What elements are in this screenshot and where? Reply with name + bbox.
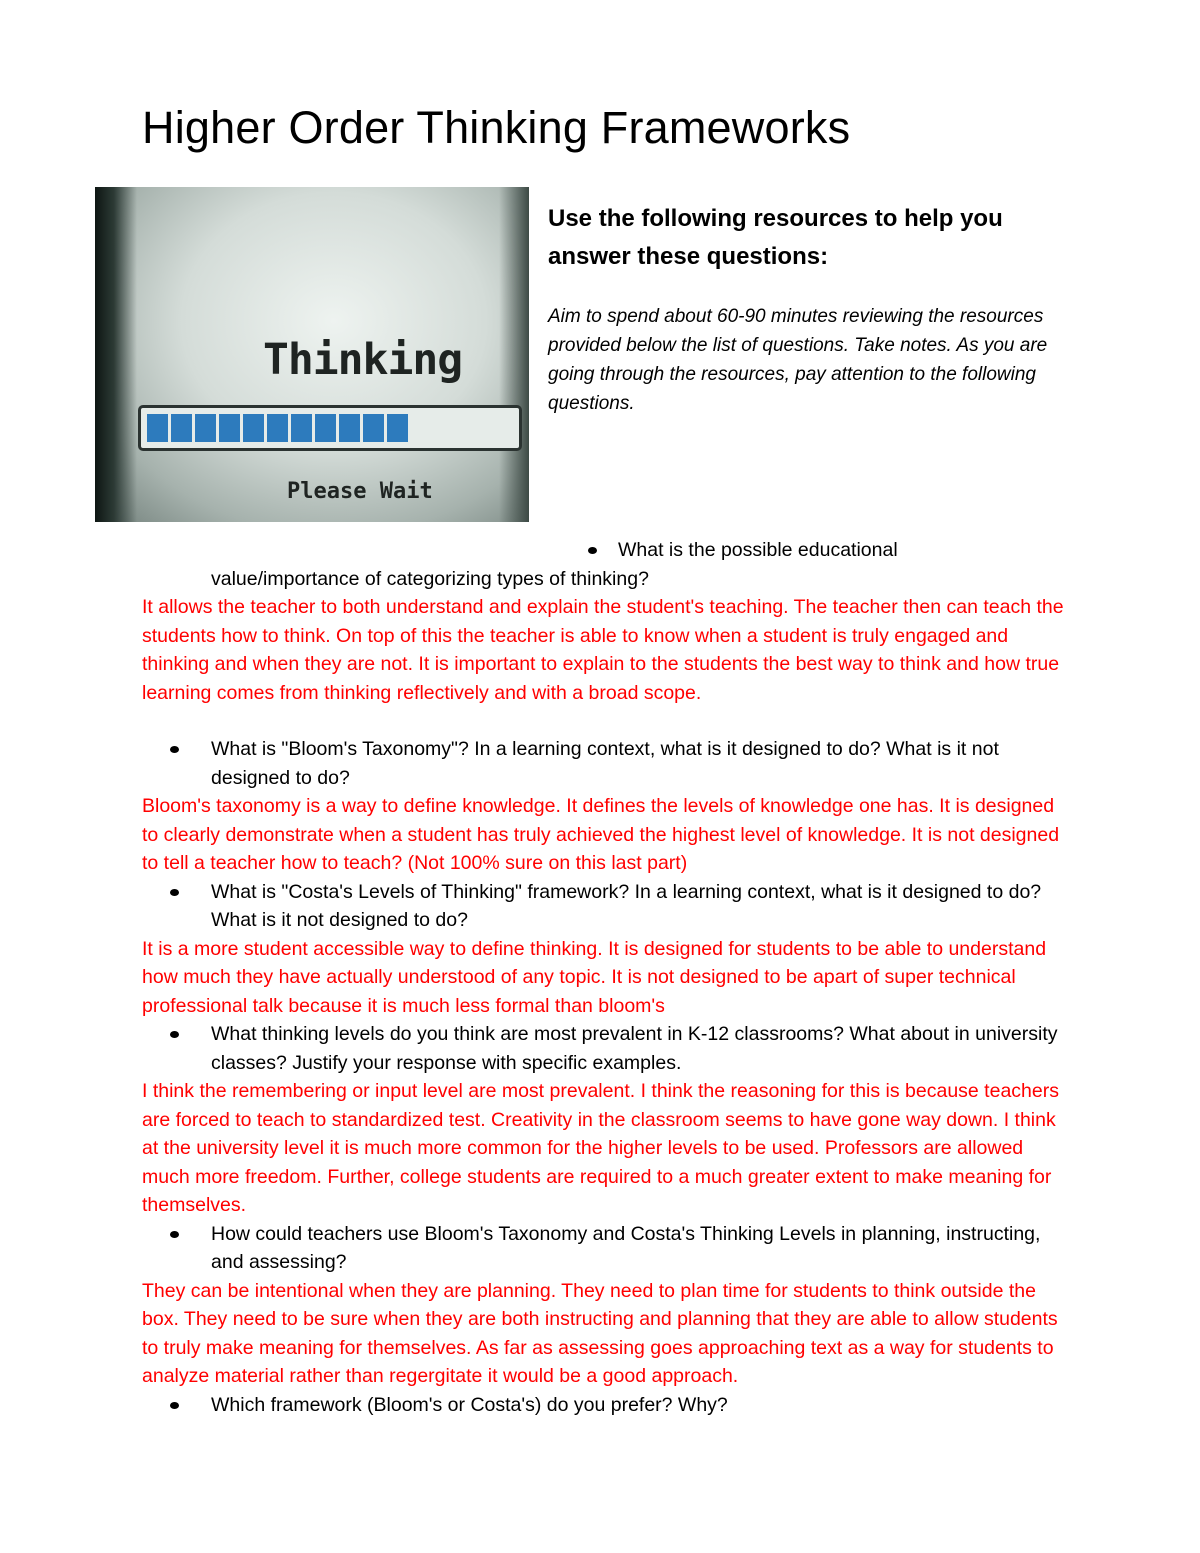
progress-segment	[387, 414, 408, 442]
image-caption-please-wait: Please Wait	[287, 479, 433, 504]
image-shadow-left	[95, 187, 137, 522]
progress-segment	[267, 414, 288, 442]
question-text-3: What is "Costa's Levels of Thinking" framework? In a learning context, what is it designed to do? What is it not designed to do?	[211, 880, 1042, 931]
bullet-icon	[170, 1231, 179, 1238]
question-text-4: What thinking levels do you think are most prevalent in K-12 classrooms? What about in university classes? Justify your response with specific examples.	[211, 1023, 1058, 1074]
progress-segment	[219, 414, 240, 442]
question-text-6: Which framework (Bloom's or Costa's) do you prefer? Why?	[211, 1393, 728, 1416]
image-progress-fill	[147, 414, 408, 442]
image-shadow-right	[499, 187, 529, 522]
question-item-3	[142, 878, 1072, 935]
question-item-4	[142, 1020, 1072, 1077]
question-item-1	[142, 536, 1072, 707]
bullet-icon	[588, 547, 597, 554]
intro-instructions: Aim to spend about 60-90 minutes reviewing the resources provided below the list of questions. Take notes. As you are going through the resources, pay attention to the following questions.	[548, 306, 1048, 414]
document-title: Higher Order Thinking Frameworks	[142, 102, 851, 153]
question-text-1a	[142, 536, 1072, 565]
answer-text-4: I think the remembering or input level are most prevalent. I think the reasoning for this is because teachers are forced to teach to standardized test. Creativity in the classroom seems to have gone way down. I think at the university level it is much more common for the higher levels to be used. Professors are allowed much more freedom. Further, college students are required to a much greater extent to make meaning for themselves.	[142, 1080, 1059, 1216]
image-progress-bar	[138, 405, 522, 451]
bullet-icon	[170, 889, 179, 896]
question-item-6	[142, 1391, 1072, 1420]
question-item-2	[142, 735, 1072, 792]
intro-heading: Use the following resources to help you answer these questions:	[548, 205, 1003, 270]
bullet-icon	[170, 746, 179, 753]
question-1-part2: value/importance of categorizing types of thinking?	[211, 567, 649, 590]
thinking-progress-image	[95, 187, 529, 522]
question-1-part1: What is the possible educational	[618, 539, 898, 561]
intro-block	[548, 200, 1068, 418]
progress-segment	[291, 414, 312, 442]
progress-segment	[339, 414, 360, 442]
progress-segment	[195, 414, 216, 442]
progress-segment	[243, 414, 264, 442]
progress-segment	[171, 414, 192, 442]
progress-segment	[147, 414, 168, 442]
answer-text-2: Bloom's taxonomy is a way to define knowledge. It defines the levels of knowledge one has. It is designed to clearly demonstrate when a student has truly achieved the highest level of knowledge. It is not designed to tell a teacher how to teach? (Not 100% sure on this last part)	[142, 795, 1060, 874]
question-text-2: What is "Bloom's Taxonomy"? In a learning context, what is it designed to do? What is it not designed to do?	[211, 738, 999, 789]
bullet-icon	[170, 1402, 179, 1409]
question-list	[142, 735, 1072, 1419]
answer-text-5: They can be intentional when they are planning. They need to plan time for students to think outside the box. They need to be sure when they are both instructing and planning that they are able to allow students to truly make meaning for themselves. As far as assessing goes approaching text as a way for students to analyze material rather than regergitate it would be a good approach.	[142, 1279, 1058, 1387]
answer-text-1: It allows the teacher to both understand and explain the student's teaching. The teacher then can teach the students how to think. On top of this the teacher is able to know when a student is truly engaged and thinking and when they are not. It is important to explain to the students the best way to think and how true learning comes from thinking reflectively and with a broad scope.	[142, 596, 1064, 704]
progress-segment	[363, 414, 384, 442]
question-text-5: How could teachers use Bloom's Taxonomy and Costa's Thinking Levels in planning, instructing, and assessing?	[211, 1222, 1041, 1273]
question-item-5	[142, 1220, 1072, 1277]
bullet-icon	[170, 1031, 179, 1038]
image-word-thinking: Thinking	[263, 335, 463, 385]
answer-text-3: It is a more student accessible way to define thinking. It is designed for students to be able to understand how much they have actually understood of any topic. It is not designed to be apart of super technical professional talk because it is much less formal than bloom's	[142, 937, 1047, 1017]
progress-segment	[315, 414, 336, 442]
